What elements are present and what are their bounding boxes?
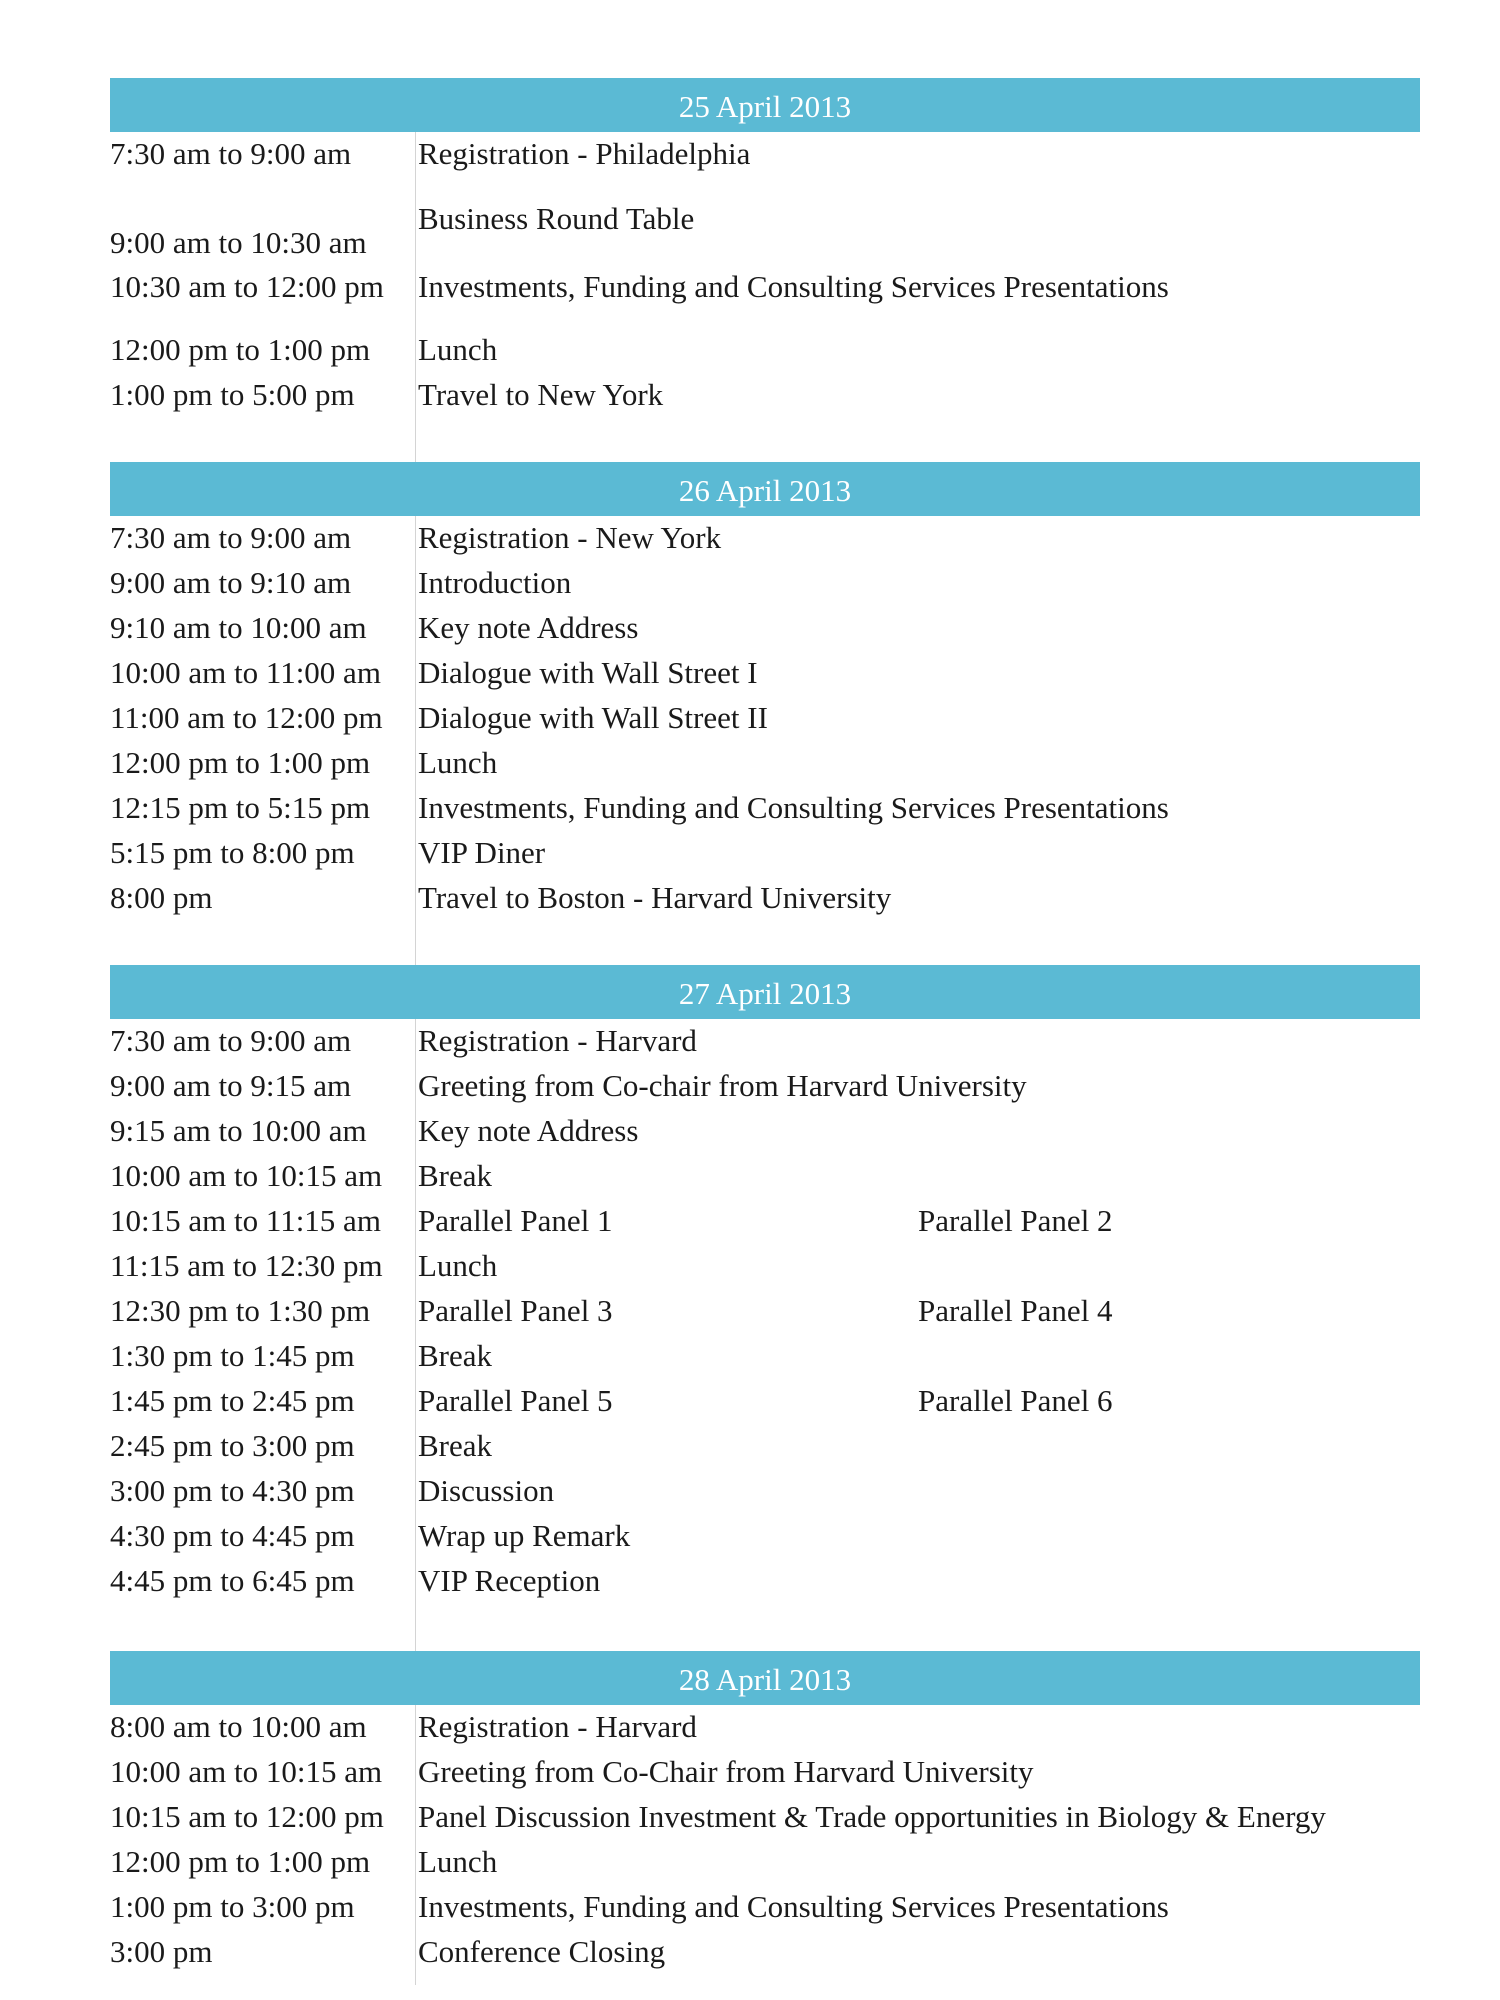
row-event: Break <box>418 1338 493 1373</box>
row-time: 4:45 pm to 6:45 pm <box>110 1563 355 1598</box>
schedule-row <box>110 876 1420 921</box>
row-event: Discussion <box>418 1473 555 1508</box>
schedule-row <box>110 1064 1420 1109</box>
day-rows <box>110 1705 1420 1985</box>
schedule-row <box>110 177 1420 265</box>
row-event: Registration - Harvard <box>418 1709 697 1744</box>
row-time: 10:00 am to 10:15 am <box>110 1754 383 1789</box>
schedule-row <box>110 1289 1420 1334</box>
schedule-row <box>110 1469 1420 1514</box>
row-time: 3:00 pm <box>110 1934 213 1969</box>
schedule-row <box>110 373 1420 418</box>
schedule-row <box>110 1379 1420 1424</box>
row-time: 2:45 pm to 3:00 pm <box>110 1428 355 1463</box>
schedule-row <box>110 1109 1420 1154</box>
row-event: Lunch <box>418 332 498 367</box>
row-event: Panel Discussion Investment & Trade opportunities in Biology & Energy <box>418 1799 1326 1834</box>
schedule-row <box>110 786 1420 831</box>
row-event: Break <box>418 1428 493 1463</box>
day-header: 28 April 2013 <box>110 1651 1420 1705</box>
row-time: 1:30 pm to 1:45 pm <box>110 1338 355 1373</box>
row-time: 10:15 am to 11:15 am <box>110 1203 381 1238</box>
row-event: Key note Address <box>418 610 639 645</box>
schedule-row <box>110 516 1420 561</box>
row-time: 11:00 am to 12:00 pm <box>110 700 383 735</box>
row-event: Travel to New York <box>418 377 664 412</box>
day-section <box>110 965 1420 1651</box>
row-event: Lunch <box>418 1844 498 1879</box>
day-header: 25 April 2013 <box>110 78 1420 132</box>
schedule-row <box>110 1019 1420 1064</box>
row-event: Lunch <box>418 745 498 780</box>
row-event: Parallel Panel 5 <box>418 1383 613 1418</box>
row-time: 5:15 pm to 8:00 pm <box>110 835 355 870</box>
row-time: 1:00 pm to 3:00 pm <box>110 1889 355 1924</box>
day-header: 27 April 2013 <box>110 965 1420 1019</box>
row-event-parallel: Parallel Panel 6 <box>918 1383 1113 1418</box>
row-event-parallel: Parallel Panel 2 <box>918 1203 1113 1238</box>
row-event: Break <box>418 1158 493 1193</box>
schedule-row <box>110 651 1420 696</box>
schedule-row <box>110 1334 1420 1379</box>
schedule-row <box>110 606 1420 651</box>
schedule-row <box>110 1424 1420 1469</box>
day-section <box>110 462 1420 965</box>
row-time: 10:00 am to 10:15 am <box>110 1158 383 1193</box>
row-event: Wrap up Remark <box>418 1518 631 1553</box>
row-time: 9:00 am to 9:10 am <box>110 565 352 600</box>
row-event: Business Round Table <box>418 201 695 236</box>
row-time: 12:30 pm to 1:30 pm <box>110 1293 371 1328</box>
row-event: VIP Diner <box>418 835 546 870</box>
schedule-row <box>110 265 1420 328</box>
schedule-row <box>110 132 1420 177</box>
row-time: 9:10 am to 10:00 am <box>110 610 367 645</box>
row-event: Dialogue with Wall Street II <box>418 700 768 735</box>
row-event: Investments, Funding and Consulting Services Presentations <box>418 790 1169 825</box>
schedule-row <box>110 1795 1420 1840</box>
row-event: Investments, Funding and Consulting Services Presentations <box>418 1889 1169 1924</box>
day-rows <box>110 132 1420 462</box>
row-event: VIP Reception <box>418 1563 601 1598</box>
schedule-row <box>110 1885 1420 1930</box>
row-time: 10:15 am to 12:00 pm <box>110 1799 384 1834</box>
schedule-row <box>110 1559 1420 1604</box>
row-event: Registration - Harvard <box>418 1023 697 1058</box>
schedule-row <box>110 561 1420 606</box>
schedule-row <box>110 1199 1420 1244</box>
day-rows <box>110 516 1420 965</box>
row-time: 7:30 am to 9:00 am <box>110 136 352 171</box>
row-time: 9:00 am to 9:15 am <box>110 1068 352 1103</box>
schedule-row <box>110 1930 1420 1975</box>
row-event: Key note Address <box>418 1113 639 1148</box>
row-event: Dialogue with Wall Street I <box>418 655 758 690</box>
row-event-parallel: Parallel Panel 4 <box>918 1293 1113 1328</box>
row-event: Conference Closing <box>418 1934 666 1969</box>
schedule-row <box>110 696 1420 741</box>
day-section <box>110 1651 1420 1985</box>
schedule-row <box>110 328 1420 373</box>
day-header: 26 April 2013 <box>110 462 1420 516</box>
row-event: Registration - Philadelphia <box>418 136 751 171</box>
day-rows <box>110 1019 1420 1651</box>
row-time: 12:00 pm to 1:00 pm <box>110 745 371 780</box>
schedule-row <box>110 741 1420 786</box>
schedule <box>110 78 1420 1985</box>
schedule-row <box>110 1750 1420 1795</box>
row-time: 8:00 am to 10:00 am <box>110 1709 367 1744</box>
row-event: Parallel Panel 1 <box>418 1203 613 1238</box>
schedule-row <box>110 831 1420 876</box>
row-time: 1:00 pm to 5:00 pm <box>110 377 355 412</box>
row-time: 12:00 pm to 1:00 pm <box>110 1844 371 1879</box>
schedule-row <box>110 1244 1420 1289</box>
row-time: 10:30 am to 12:00 pm <box>110 269 384 304</box>
row-time: 9:00 am to 10:30 am <box>110 225 367 260</box>
schedule-row <box>110 1840 1420 1885</box>
row-time: 7:30 am to 9:00 am <box>110 1023 352 1058</box>
row-event: Greeting from Co-Chair from Harvard University <box>418 1754 1034 1789</box>
row-time: 8:00 pm <box>110 880 213 915</box>
row-event: Parallel Panel 3 <box>418 1293 613 1328</box>
row-time: 12:00 pm to 1:00 pm <box>110 332 371 367</box>
row-event: Travel to Boston - Harvard University <box>418 880 892 915</box>
schedule-row <box>110 1154 1420 1199</box>
row-event: Lunch <box>418 1248 498 1283</box>
schedule-row <box>110 1514 1420 1559</box>
row-time: 9:15 am to 10:00 am <box>110 1113 367 1148</box>
row-event: Greeting from Co-chair from Harvard University <box>418 1068 1027 1103</box>
row-time: 4:30 pm to 4:45 pm <box>110 1518 355 1553</box>
row-time: 3:00 pm to 4:30 pm <box>110 1473 355 1508</box>
row-event: Introduction <box>418 565 572 600</box>
row-time: 10:00 am to 11:00 am <box>110 655 381 690</box>
row-time: 1:45 pm to 2:45 pm <box>110 1383 355 1418</box>
row-time: 12:15 pm to 5:15 pm <box>110 790 371 825</box>
row-event: Registration - New York <box>418 520 722 555</box>
row-time: 11:15 am to 12:30 pm <box>110 1248 383 1283</box>
day-section <box>110 78 1420 462</box>
row-event: Investments, Funding and Consulting Services Presentations <box>418 269 1169 304</box>
schedule-row <box>110 1705 1420 1750</box>
row-time: 7:30 am to 9:00 am <box>110 520 352 555</box>
